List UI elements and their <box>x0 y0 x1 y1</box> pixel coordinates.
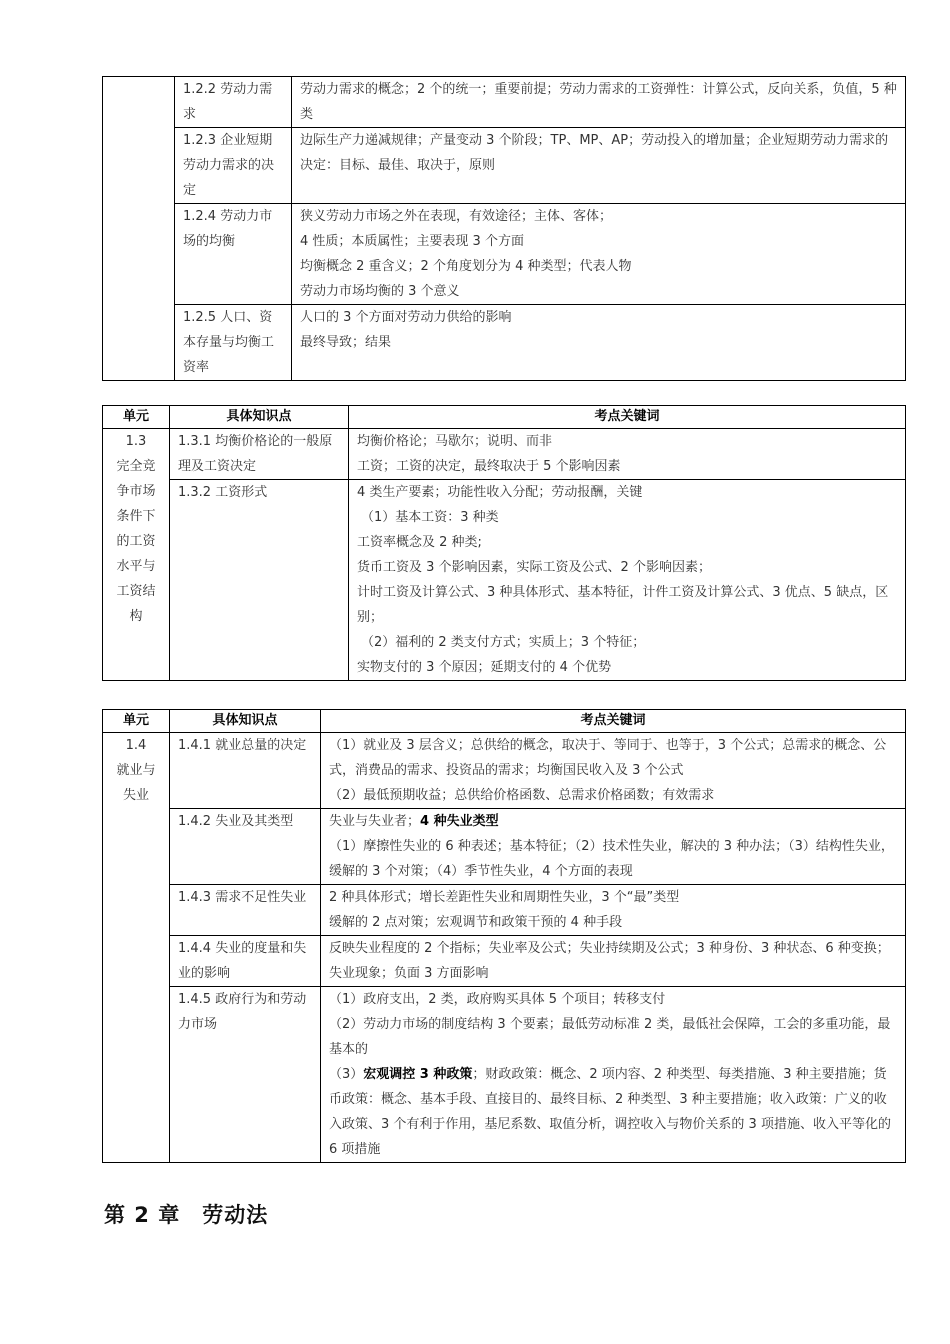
topic-cell: 1.4.2 失业及其类型 <box>170 809 321 885</box>
topic-cell: 1.4.1 就业总量的决定 <box>170 733 321 809</box>
header-topic: 具体知识点 <box>170 406 349 429</box>
keywords-cell: （1）政府支出，2 类，政府购买具体 5 个项目；转移支付 （2）劳动力市场的制度结构 3 个要素；最低劳动标准 2 类，最低社会保障，工会的多重功能，最基本的 （3）宏观调控 3 种政策；财政政策：概念、2 项内容、2 种类型、每类措施、3 种主要措施；货币政策：概念、基本手段、直接目的、最终目标、2 种类型、3 种主要措施；收入政策：广义的收入政策、3 个有利于作用，基尼系数、取值分析，调控收入与物价关系的 3 项措施、收入平等化的 6 项措施 <box>321 987 906 1163</box>
keywords-cell: 反映失业程度的 2 个指标；失业率及公式；失业持续期及公式；3 种身份、3 种状态、6 种变换；失业现象；负面 3 方面影响 <box>321 936 906 987</box>
table-row <box>103 480 906 681</box>
keywords-cell: 边际生产力递减规律；产量变动 3 个阶段；TP、MP、AP；劳动投入的增加量；企业短期劳动力需求的决定：目标、最佳、取决于，原则 <box>292 128 906 204</box>
knowledge-table-1-3 <box>102 405 906 681</box>
bold-keyword: 4 种失业类型 <box>420 814 499 829</box>
table-row <box>103 305 906 381</box>
table-header-row <box>103 406 906 429</box>
table-row <box>103 733 906 809</box>
keywords-cell: （1）就业及 3 层含义；总供给的概念，取决于、等同于、也等于，3 个公式；总需求的概念、公式，消费品的需求、投资品的需求；均衡国民收入及 3 个公式 （2）最低预期收益；总供给价格函数、总需求价格函数；有效需求 <box>321 733 906 809</box>
header-unit: 单元 <box>103 710 170 733</box>
table-row <box>103 885 906 936</box>
keywords-cell: 均衡价格论；马歇尔；说明、而非 工资；工资的决定，最终取决于 5 个影响因素 <box>349 429 906 480</box>
topic-cell: 1.3.2 工资形式 <box>170 480 349 681</box>
keywords-cell: 劳动力需求的概念；2 个的统一；重要前提；劳动力需求的工资弹性：计算公式，反向关系，负值，5 种类 <box>292 77 906 128</box>
keywords-cell: 4 类生产要素；功能性收入分配；劳动报酬，关键 （1）基本工资：3 种类 工资率概念及 2 种类; 货币工资及 3 个影响因素，实际工资及公式、2 个影响因素； 计时工资及计算公式、3 种具体形式、基本特征，计件工资及计算公式、3 优点、5 缺点，区别； （2）福利的 2 类支付方式；实质上；3 个特征； 实物支付的 3 个原因；延期支付的 4 个优势 <box>349 480 906 681</box>
chapter-heading: 第 2 章 劳动法 <box>104 1203 269 1227</box>
table-row <box>103 77 906 128</box>
header-unit: 单元 <box>103 406 170 429</box>
topic-cell: 1.4.4 失业的度量和失业的影响 <box>170 936 321 987</box>
header-keywords: 考点关键词 <box>349 406 906 429</box>
keywords-cell: 失业与失业者；4 种失业类型 （1）摩擦性失业的 6 种表述；基本特征；（2）技术性失业，解决的 3 种办法；（3）结构性失业，缓解的 3 个对策；（4）季节性失业，4 个方面的表现 <box>321 809 906 885</box>
topic-cell: 1.2.4 劳动力市场的均衡 <box>175 204 292 305</box>
knowledge-table-continued <box>102 76 906 381</box>
header-topic: 具体知识点 <box>170 710 321 733</box>
topic-cell: 1.4.3 需求不足性失业 <box>170 885 321 936</box>
table-header-row <box>103 710 906 733</box>
knowledge-table-1-4 <box>102 709 906 1163</box>
table-row <box>103 128 906 204</box>
bold-keyword: 宏观调控 3 种政策 <box>363 1067 473 1082</box>
unit-cell: 1.4 就业与 失业 <box>103 733 170 1163</box>
keywords-cell: 人口的 3 个方面对劳动力供给的影响 最终导致；结果 <box>292 305 906 381</box>
topic-cell: 1.2.3 企业短期劳动力需求的决定 <box>175 128 292 204</box>
table-row <box>103 204 906 305</box>
unit-cell: 1.3 完全竞 争市场 条件下 的工资 水平与 工资结 构 <box>103 429 170 681</box>
table-row <box>103 987 906 1163</box>
table-row <box>103 809 906 885</box>
topic-cell: 1.4.5 政府行为和劳动力市场 <box>170 987 321 1163</box>
keywords-cell: 狭义劳动力市场之外在表现，有效途径；主体、客体； 4 性质；本质属性；主要表现 3 个方面 均衡概念 2 重含义；2 个角度划分为 4 种类型；代表人物 劳动力市场均衡的 3 个意义 <box>292 204 906 305</box>
unit-cell-empty <box>103 77 175 381</box>
table-row <box>103 936 906 987</box>
keywords-cell: 2 种具体形式；增长差距性失业和周期性失业，3 个“最”类型 缓解的 2 点对策；宏观调节和政策干预的 4 种手段 <box>321 885 906 936</box>
topic-cell: 1.3.1 均衡价格论的一般原理及工资决定 <box>170 429 349 480</box>
table-row <box>103 429 906 480</box>
header-keywords: 考点关键词 <box>321 710 906 733</box>
topic-cell: 1.2.2 劳动力需求 <box>175 77 292 128</box>
topic-cell: 1.2.5 人口、资本存量与均衡工资率 <box>175 305 292 381</box>
